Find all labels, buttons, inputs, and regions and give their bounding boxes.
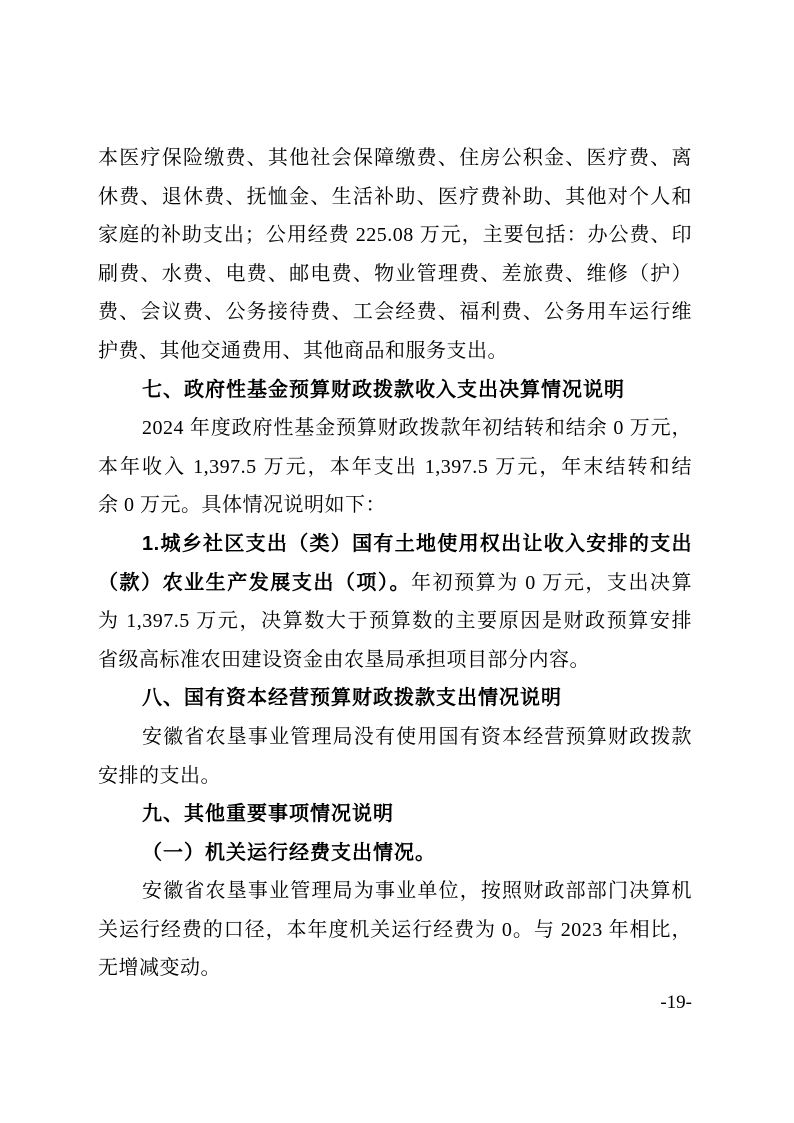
text-line: 无增减变动。 (98, 957, 221, 980)
text-line: 安排的支出。 (98, 764, 221, 787)
text-line: 刷费、水费、电费、邮电费、物业管理费、差旅费、维修（护） (98, 262, 692, 285)
document-body (98, 139, 692, 988)
text-line: 休费、退休费、抚恤金、生活补助、医疗费补助、其他对个人和 (98, 185, 692, 208)
section-7-heading: 七、政府性基金预算财政拨款收入支出决算情况说明 (142, 378, 625, 401)
text-line: 费、会议费、公务接待费、工会经费、福利费、公务用车运行维 (98, 301, 692, 324)
item-1-bold-text: 1.城乡社区支出（类）国有土地使用权出让收入安排的支出 (142, 532, 692, 555)
item-1-line (98, 525, 692, 564)
text-line: 余 0 万元。具体情况说明如下： (98, 494, 386, 517)
item-1-line: 省级高标准农田建设资金由农垦局承担项目部分内容。 (98, 648, 590, 671)
item-1-bold-text: （款）农业生产发展支出（项）。 (98, 571, 412, 594)
text-line: 关运行经费的口径，本年度机关运行经费为 0。与 2023 年相比， (98, 918, 692, 941)
item-1-line (98, 564, 692, 603)
section-9-sub1-heading: （一）机关运行经费支出情况。 (142, 841, 436, 864)
text-line: 安徽省农垦事业管理局没有使用国有资本经营预算财政拨款 (142, 725, 692, 748)
item-1-regular-text: 年初预算为 0 万元，支出决算 (411, 571, 693, 594)
item-1-line: 为 1,397.5 万元，决算数大于预算数的主要原因是财政预算安排 (98, 610, 692, 633)
section-8-heading: 八、国有资本经营预算财政拨款支出情况说明 (142, 687, 562, 710)
page-number: -19- (660, 992, 692, 1013)
text-line: 护费、其他交通费用、其他商品和服务支出。 (98, 339, 508, 362)
text-line: 安徽省农垦事业管理局为事业单位，按照财政部部门决算机 (142, 880, 692, 903)
text-line: 本医疗保险缴费、其他社会保障缴费、住房公积金、医疗费、离 (98, 147, 692, 169)
section-9-heading: 九、其他重要事项情况说明 (142, 803, 394, 826)
text-line: 家庭的补助支出；公用经费 225.08 万元，主要包括：办公费、印 (98, 224, 692, 247)
text-line: 本年收入 1,397.5 万元，本年支出 1,397.5 万元，年末结转和结 (98, 455, 692, 478)
text-line: 2024 年度政府性基金预算财政拨款年初结转和结余 0 万元， (142, 417, 692, 440)
